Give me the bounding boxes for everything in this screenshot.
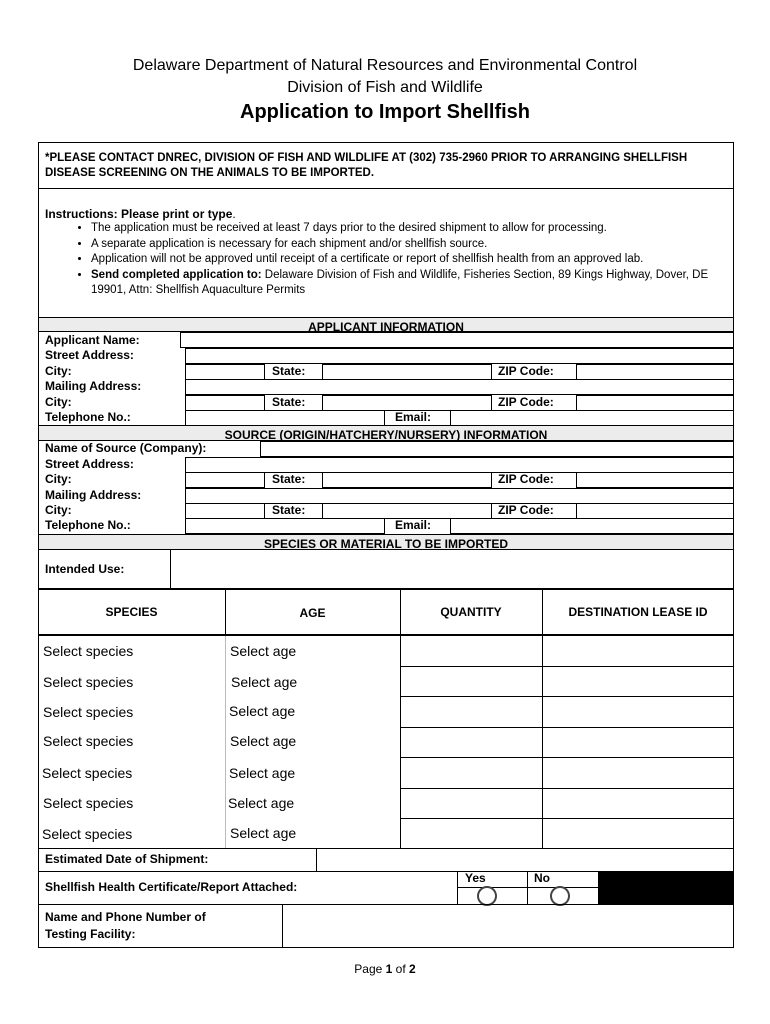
applicant-phone-field[interactable]: [185, 410, 385, 426]
instructions-box: [38, 189, 734, 317]
col-species: SPECIES: [105, 605, 158, 619]
applicant-state-field[interactable]: [322, 364, 492, 380]
species-select[interactable]: Select species: [43, 733, 134, 749]
species-select[interactable]: Select species: [42, 826, 133, 842]
blackout-box: [599, 871, 734, 905]
age-select[interactable]: Select age: [231, 674, 298, 690]
applicant-zip-label: ZIP Code:: [498, 364, 554, 378]
col-quantity: QUANTITY: [440, 605, 502, 619]
applicant-street-label: Street Address:: [45, 348, 134, 362]
shipment-date-field[interactable]: [316, 848, 734, 872]
applicant-city2-label: City:: [45, 395, 72, 409]
testing-facility-label-2: Testing Facility:: [45, 927, 136, 941]
applicant-city-label: City:: [45, 364, 72, 378]
applicant-zip2-label: ZIP Code:: [498, 395, 554, 409]
certificate-label: Shellfish Health Certificate/Report Attached:: [45, 880, 298, 894]
source-section-header: SOURCE (ORIGIN/HATCHERY/NURSERY) INFORMATION: [38, 425, 734, 441]
page-number: Page 1 of 2: [354, 962, 416, 976]
species-select[interactable]: Select species: [43, 643, 134, 659]
source-city2-field[interactable]: [185, 503, 265, 519]
applicant-state-label: State:: [272, 364, 306, 378]
source-name-field[interactable]: [260, 441, 734, 457]
source-mailing-field[interactable]: [185, 488, 734, 504]
applicant-email-label: Email:: [395, 410, 432, 424]
source-email-label: Email:: [395, 518, 432, 532]
source-state2-field[interactable]: [322, 503, 492, 519]
form-title: Application to Import Shellfish: [240, 101, 530, 123]
applicant-email-field[interactable]: [450, 410, 734, 426]
applicant-state2-field[interactable]: [322, 395, 492, 411]
no-label: No: [534, 871, 550, 885]
notice-text: *PLEASE CONTACT DNREC, DIVISION OF FISH AND WILDLIFE AT (302) 735-2960 PRIOR TO ARRANGING SHELLFISH DISEASE SCREENING ON THE ANIMALS TO BE IMPORTED.: [45, 152, 688, 179]
instruction-item: • Application will not be approved until receipt of a certificate or report of shellfish health from an approved lab.: [91, 252, 733, 268]
source-street-label: Street Address:: [45, 457, 134, 471]
yes-label: Yes: [465, 871, 486, 885]
no-radio[interactable]: [550, 886, 570, 906]
instruction-item: • A separate application is necessary for each shipment and/or shellfish source.: [91, 237, 733, 253]
source-city-field[interactable]: [185, 472, 265, 488]
yes-radio[interactable]: [477, 886, 497, 906]
source-zip2-field[interactable]: [576, 503, 734, 519]
source-zip2-label: ZIP Code:: [498, 503, 554, 517]
applicant-name-label: Applicant Name:: [45, 333, 140, 347]
age-select[interactable]: Select age: [230, 733, 297, 749]
source-mailing-label: Mailing Address:: [45, 488, 142, 502]
species-select[interactable]: Select species: [43, 704, 134, 720]
age-select[interactable]: Select age: [229, 765, 296, 781]
species-select[interactable]: Select species: [42, 765, 133, 781]
source-phone-field[interactable]: [185, 518, 385, 534]
source-street-field[interactable]: [185, 457, 734, 473]
applicant-state2-label: State:: [272, 395, 306, 409]
applicant-section-header: APPLICANT INFORMATION: [38, 317, 734, 332]
age-select[interactable]: Select age: [228, 795, 295, 811]
intended-use-field[interactable]: [170, 550, 734, 590]
applicant-mailing-label: Mailing Address:: [45, 379, 142, 393]
instructions-heading: Instructions: Please print or type.: [45, 207, 236, 221]
notice-box: [38, 142, 734, 189]
col-age: AGE: [299, 606, 326, 620]
source-city-label: City:: [45, 472, 72, 486]
applicant-name-field[interactable]: [180, 332, 734, 348]
testing-facility-label-1: Name and Phone Number of: [45, 910, 206, 924]
applicant-city-field[interactable]: [185, 364, 265, 380]
species-section-header: SPECIES OR MATERIAL TO BE IMPORTED: [38, 534, 734, 550]
source-email-field[interactable]: [450, 518, 734, 534]
col-destination-lease-id: DESTINATION LEASE ID: [568, 605, 708, 619]
species-table-body: [38, 636, 734, 848]
source-phone-label: Telephone No.:: [45, 518, 131, 532]
testing-facility-field[interactable]: [282, 904, 734, 948]
applicant-mailing-field[interactable]: [185, 379, 734, 395]
instruction-item: • The application must be received at least 7 days prior to the desired shipment to allow for processing.: [91, 221, 733, 237]
age-select[interactable]: Select age: [229, 703, 296, 719]
source-zip-field[interactable]: [576, 472, 734, 488]
species-select[interactable]: Select species: [43, 795, 134, 811]
division-name: Division of Fish and Wildlife: [287, 79, 483, 96]
applicant-phone-label: Telephone No.:: [45, 410, 131, 424]
applicant-zip-field[interactable]: [576, 364, 734, 380]
species-select[interactable]: Select species: [43, 674, 134, 690]
shipment-date-label: Estimated Date of Shipment:: [45, 852, 209, 866]
instructions-list: [39, 221, 733, 299]
department-name: Delaware Department of Natural Resources and Environmental Control: [132, 57, 638, 74]
source-zip-label: ZIP Code:: [498, 472, 554, 486]
instruction-item-send: • Send completed application to: Delaware Division of Fish and Wildlife, Fisheries Section, 89 Kings Highway, Dover, DE 19901, Attn: Shellfish Aquaculture Permits: [91, 268, 733, 299]
applicant-city2-field[interactable]: [185, 395, 265, 411]
intended-use-label: Intended Use:: [45, 562, 125, 576]
age-select[interactable]: Select age: [230, 643, 297, 659]
source-state-field[interactable]: [322, 472, 492, 488]
applicant-street-field[interactable]: [185, 348, 734, 364]
applicant-zip2-field[interactable]: [576, 395, 734, 411]
source-city2-label: City:: [45, 503, 72, 517]
source-name-label: Name of Source (Company):: [45, 441, 207, 455]
source-state2-label: State:: [272, 503, 306, 517]
age-select[interactable]: Select age: [230, 825, 297, 841]
source-state-label: State:: [272, 472, 306, 486]
